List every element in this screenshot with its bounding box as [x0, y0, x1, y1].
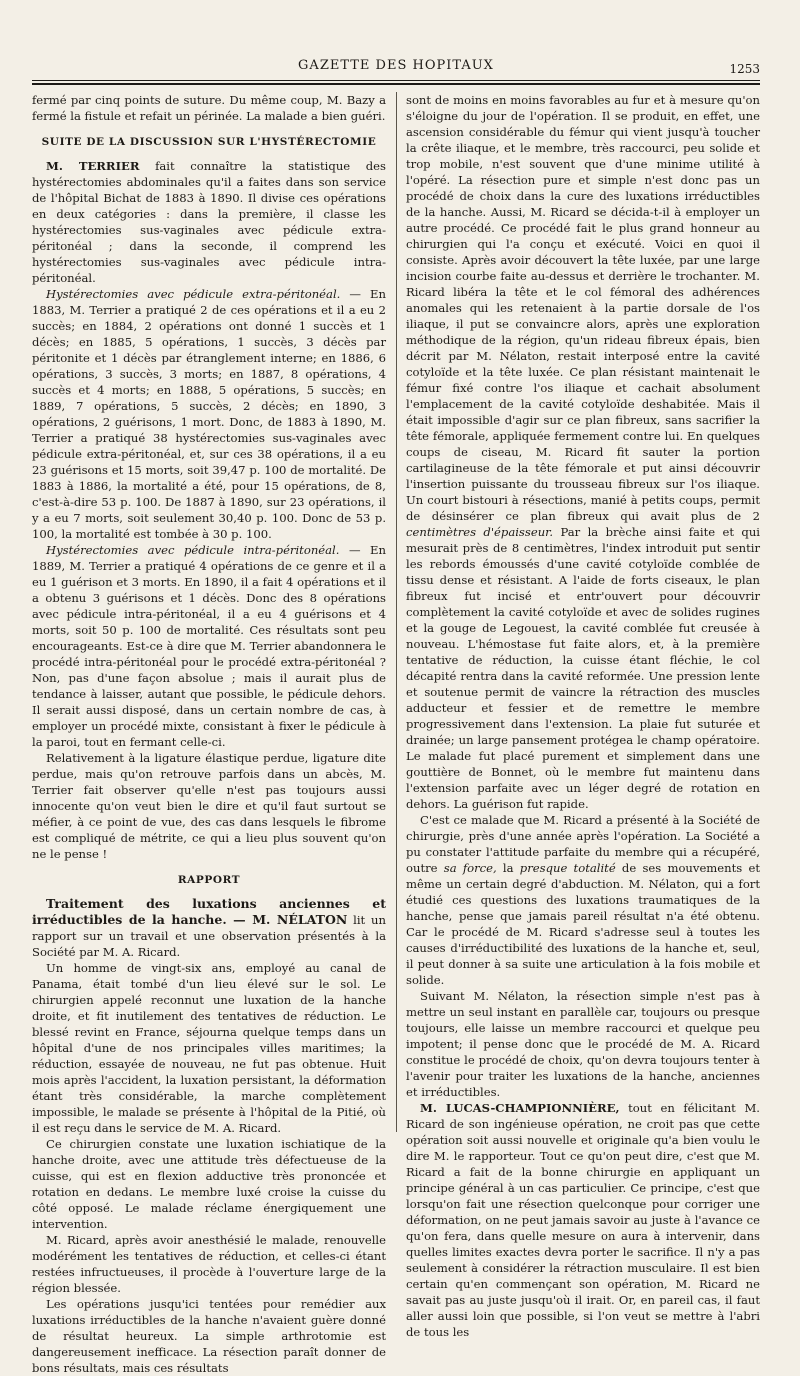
- page-header: [32, 0, 760, 90]
- malade-mid: la: [496, 861, 520, 875]
- paragraph-ricard: M. Ricard, après avoir anesthésié le malade, renouvelle modérément les tentatives de réduction, et celles-ci étant restées infructueuses, il procède à l'ouverture large de la région blessée.: [32, 1233, 386, 1295]
- header-rule: [32, 80, 760, 85]
- paragraph-intro: fermé par cinq points de suture. Du même coup, M. Bazy a fermé la fistule et refait un périnée. La malade a bien guéri.: [32, 93, 386, 123]
- paragraph-terrier-text: fait connaître la statistique des hystérectomies abdominales qu'il a faites dans son service de l'hôpital Bichat de 1883 à 1890. Il divise ces opérations en deux catégories : dans la première, il classe les hystérectomies sus-vaginales avec pédicule extra-péritonéal ; dans la seconde, il comprend les hystérectomies sus-vaginales avec pédicule intra-péritonéal.: [32, 159, 386, 285]
- paragraph-extra-text: — En 1883, M. Terrier a pratiqué 2 de ces opérations et il a eu 2 succès; en 1884, 2 opérations ont donné 1 succès et 1 décès; en 1885, 5 opérations, 1 succès, 3 décès par péritonite et 1 décès par étranglement interne; en 1886, 6 opérations, 3 succès, 3 morts; en 1887, 8 opérations, 4 succès et 4 morts; en 1888, 5 opérations, 5 succès; en 1889, 7 opérations, 5 succès, 2 décès; en 1890, 3 opérations, 2 guérisons, 1 mort. Donc, de 1883 à 1890, M. Terrier a pratiqué 38 hystérectomies sus-vaginales avec pédicule extra-péritonéal, et, sur ces 38 opérations, il a eu 23 guérisons et 15 morts, soit 39,47 p. 100 de mortalité. De 1883 à 1886, la mortalité a été, pour 15 opérations, de 8, c'est-à-dire 53 p. 100. De 1887 à 1890, sur 23 opérations, il y a eu 7 morts, soit seulement 30,40 p. 100. Donc de 53 p. 100, la mortalité est tombée à 30 p. 100.: [32, 287, 386, 541]
- speaker-lucas: M. LUCAS-CHAMPIONNIÈRE,: [420, 1101, 620, 1115]
- paragraph-extra-peritoneal: [32, 286, 386, 542]
- label-intra-peritoneal: Hystérectomies avec pédicule intra-péritonéal.: [46, 543, 340, 557]
- paragraph-lucas: [406, 1100, 760, 1340]
- left-column: [32, 92, 386, 1376]
- paragraph-suivant: Suivant M. Nélaton, la résection simple n'est pas à mettre un seul instant en parallèle car, toujours ou presque toujours, elle laisse un membre raccourci et quelque peu impotent; il pense donc que le procédé de M. A. Ricard constitue le procédé de choix, qu'on devra toujours tenter à l'avenir pour traiter les luxations de la hanche, anciennes et irréductibles.: [406, 989, 760, 1099]
- paragraph-chirurgien: Ce chirurgien constate une luxation ischiatique de la hanche droite, avec une attitude très défectueuse de la cuisse, qui est en flexion adductive très prononcée et rotation en dedans. Le membre luxé croise la cuisse du côté opposé. Le malade réclame énergiquement une intervention.: [32, 1137, 386, 1231]
- page-number: 1253: [729, 62, 760, 76]
- heading-rapport: RAPPORT: [177, 874, 241, 886]
- malade-text: C'est ce malade que M. Ricard a présenté à la Société de chirurgie, près d'une année après l'opération. La Société a pu constater l'attitude parfaite du membre qui a récupéré, outre: [406, 813, 760, 875]
- subheading-text: lit un rapport sur un travail et une observation présentés à la Société par M. A. Ricard.: [32, 913, 386, 959]
- paragraph-intra-text: — En 1889, M. Terrier a pratiqué 4 opérations de ce genre et il a eu 1 guérison et 3 morts. En 1890, il a fait 4 opérations et il a obtenu 3 guérisons et 1 décès. Donc des 8 opérations avec pédicule intra-péritonéal, il a eu 4 guérisons et 4 morts, soit 50 p. 100 de mortalité. Ces résultats sont peu encourageants. Est-ce à dire que M. Terrier abandonnera le procédé intra-péritonéal pour le procédé extra-péritonéal ? Non, pas d'une façon absolue ; mais il aurait plus de tendance à laisser, autant que possible, le pédicule dehors. Il serait aussi disposé, dans un certain nombre de cas, à employer un procédé mixte, consistant à fixer le pédicule à la paroi, tout en fermant celle-ci.: [32, 543, 386, 749]
- paragraph-malade: [406, 812, 760, 988]
- heading-discussion: SUITE DE LA DISCUSSION SUR L'HYSTÉRECTOMIE: [41, 136, 377, 148]
- speaker-terrier: M. TERRIER: [46, 159, 140, 173]
- malade-italic-2: presque totalité: [519, 861, 616, 875]
- column-divider: [396, 92, 397, 1132]
- continuation-rest: Par la brèche ainsi faite et qui mesurait près de 8 centimètres, l'index introduit put sentir les rebords émoussés d'une cavité cotyloïde comblée de tissu dense et résistant. A l'aide de forts ciseaux, le plan fibreux fut incisé et entr'ouvert pour découvrir complètement la cavité cotyloïde et avec de solides rugines et la gouge de Legouest, la cavité comblée fut creusée à nouveau. L'hémostase fut faite alors, et, à la première tentative de réduction, la cuisse étant fléchie, le col décapité rentra dans la cavité reformée. Une pression lente et soutenue permit de vaincre la rétraction des muscles adducteur et fessier et de remettre le membre progressivement dans l'extension. La plaie fut suturée et drainée; un large pansement protégea le champ opératoire. Le malade fut placé purement et simplement dans une gouttière de Bonnet, où le membre fut maintenu dans l'extension parfaite avec un léger degré de rotation en dehors. La guérison fut rapide.: [406, 525, 760, 811]
- paragraph-terrier: [32, 158, 386, 286]
- paragraph-intra-peritoneal: [32, 542, 386, 750]
- paragraph-homme: Un homme de vingt-six ans, employé au canal de Panama, était tombé d'un lieu élevé sur le sol. Le chirurgien appelé reconnut une luxation de la hanche droite, et fit inutilement des tentatives de réduction. Le blessé revint en France, séjourna quelque temps dans un hôpital d'une de nos principales villes maritimes; la réduction, essayée de nouveau, ne fut pas obtenue. Huit mois après l'accident, la luxation persistant, la déformation étant très considérable, la marche complètement impossible, le malade se présente à l'hôpital de la Pitié, où il est reçu dans le service de M. A. Ricard.: [32, 961, 386, 1135]
- malade-rest: de ses mouvements et même un certain degré d'abduction. M. Nélaton, qui a fort étudié ces questions des luxations traumatiques de la hanche, pense que jamais pareil résultat n'a été obtenu. Car le procédé de M. Ricard s'adresse seul à toutes les causes d'irréductibilité des luxations de la hanche et, seul, il peut donner à sa suite une articulation à la fois mobile et solide.: [406, 861, 760, 987]
- continuation-italic: centimètres d'épaisseur.: [406, 525, 554, 539]
- paragraph-continuation: [406, 92, 760, 812]
- running-title: GAZETTE DES HOPITAUX: [298, 58, 494, 73]
- subheading-author: — M. NÉLATON: [226, 912, 348, 927]
- continuation-text: sont de moins en moins favorables au fur et à mesure qu'on s'éloigne du jour de l'opération. Il se produit, en effet, une ascension considérable du fémur qui vient jusqu'à toucher la crête iliaque, et le membre, très raccourci, peu solide et trop mobile, n'est souvent que d'une minime utilité à l'opéré. La résection pure et simple n'est donc pas un procédé de choix dans la cure des luxations irréductibles de la hanche. Aussi, M. Ricard se décida-t-il à employer un autre procédé. Ce procédé fait le plus grand honneur au chirurgien qui l'a conçu et exécuté. Voici en quoi il consiste. Après avoir découvert la tête luxée, par une large incision courbe faite au-dessus et derrière le trochanter. M. Ricard libéra la tête et le col fémoral des adhérences anomales qui les retenaient à la partie dorsale de l'os iliaque, il put se convaincre alors, après une exploration méthodique de la région, qu'un rideau fibreux épais, bien décrit par M. Nélaton, restait interposé entre la cavité cotyloïde et la tête luxée. Ce plan résistant maintenait le fémur fixé contre l'os iliaque et cachait absolument l'emplacement de la cavité cotyloïde deshabitée. Mais il était impossible d'agir sur ce plan fibreux, sans sacrifier la tête fémorale, appliquée fermement contre lui. En quelques coups de ciseau, M. Ricard fit sauter la portion cartilagineuse de la tête fémorale et put ainsi découvrir l'insertion puissante du trousseau fibreux sur l'os iliaque. Un court bistouri à résections, manié à petits coups, permit de désinsérer ce plan fibreux qui avait plus de 2: [406, 93, 760, 523]
- paragraph-lucas-text: tout en félicitant M. Ricard de son ingénieuse opération, ne croit pas que cette opération soit aussi nouvelle et originale qu'a bien voulu le dire M. le rapporteur. Tout ce qu'on peut dire, c'est que M. Ricard a fait de la bonne chirurgie en appliquant un principe général à un cas particulier. Ce principe, c'est que lorsqu'on fait une résection quelconque pour corriger une déformation, on ne peut jamais savoir au juste à l'avance ce qu'on fera, dans quelle mesure on aura à intervenir, dans quelles limites exactes devra porter le sacrifice. Il n'y a pas seulement à considérer la rétraction musculaire. Il est bien certain qu'en commençant son opération, M. Ricard ne savait pas au juste jusqu'où il irait. Or, en pareil cas, il faut aller aussi loin que possible, si l'on veut se mettre à l'abri de tous les: [406, 1101, 760, 1339]
- subheading-title: Traitement des luxations anciennes et irréductibles de la hanche.: [32, 896, 386, 927]
- malade-italic-1: sa force,: [443, 861, 497, 875]
- right-column: [406, 92, 760, 1340]
- paragraph-ligature: Relativement à la ligature élastique perdue, ligature dite perdue, mais qu'on retrouve parfois dans un abcès, M. Terrier fait observer qu'elle n'est pas toujours aussi innocente qu'on veut bien le dire et qu'il faut surtout se méfier, à ce point de vue, des cas dans lesquels le fibrome est compliqué de métrite, ce qui a lieu plus souvent qu'on ne le pense !: [32, 751, 386, 861]
- label-extra-peritoneal: Hystérectomies avec pédicule extra-péritonéal.: [46, 287, 341, 301]
- paragraph-operations: Les opérations jusqu'ici tentées pour remédier aux luxations irréductibles de la hanche n'avaient guère donné de résultat heureux. La simple arthrotomie est dangereusement inefficace. La résection paraît donner de bons résultats, mais ces résultats: [32, 1297, 386, 1375]
- subheading-luxations: [32, 896, 386, 960]
